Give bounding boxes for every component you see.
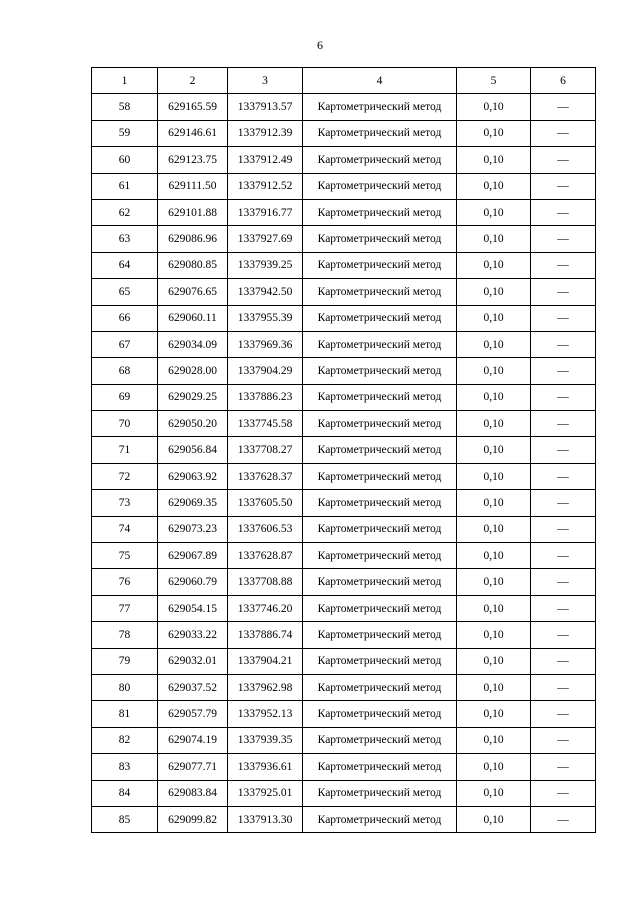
y-coordinate-cell: 1337606.53 [228,516,303,542]
table-row [92,674,596,700]
method-cell: Картометрический метод [303,727,457,753]
note-cell: — [531,806,596,832]
method-cell: Картометрический метод [303,490,457,516]
accuracy-cell: 0,10 [457,94,531,120]
table-header [92,68,596,94]
method-cell: Картометрический метод [303,279,457,305]
point-number-cell: 83 [92,754,158,780]
accuracy-cell: 0,10 [457,622,531,648]
table-row [92,780,596,806]
y-coordinate-cell: 1337628.87 [228,543,303,569]
y-coordinate-cell: 1337628.37 [228,463,303,489]
y-coordinate-cell: 1337912.39 [228,120,303,146]
point-number-cell: 74 [92,516,158,542]
note-cell: — [531,147,596,173]
point-number-cell: 78 [92,622,158,648]
accuracy-cell: 0,10 [457,595,531,621]
accuracy-cell: 0,10 [457,463,531,489]
method-cell: Картометрический метод [303,516,457,542]
accuracy-cell: 0,10 [457,384,531,410]
x-coordinate-cell: 629067.89 [158,543,228,569]
x-coordinate-cell: 629054.15 [158,595,228,621]
x-coordinate-cell: 629033.22 [158,622,228,648]
method-cell: Картометрический метод [303,226,457,252]
note-cell: — [531,780,596,806]
note-cell: — [531,252,596,278]
point-number-cell: 67 [92,331,158,357]
method-cell: Картометрический метод [303,120,457,146]
y-coordinate-cell: 1337605.50 [228,490,303,516]
accuracy-cell: 0,10 [457,806,531,832]
note-cell: — [531,226,596,252]
column-header-1: 1 [92,68,158,94]
table-row [92,727,596,753]
y-coordinate-cell: 1337912.49 [228,147,303,173]
column-header-3: 3 [228,68,303,94]
table-row [92,252,596,278]
point-number-cell: 70 [92,411,158,437]
y-coordinate-cell: 1337886.23 [228,384,303,410]
table-row [92,516,596,542]
accuracy-cell: 0,10 [457,173,531,199]
table-body [92,94,596,833]
method-cell: Картометрический метод [303,199,457,225]
x-coordinate-cell: 629077.71 [158,754,228,780]
accuracy-cell: 0,10 [457,331,531,357]
point-number-cell: 59 [92,120,158,146]
point-number-cell: 72 [92,463,158,489]
table-row [92,279,596,305]
point-number-cell: 66 [92,305,158,331]
x-coordinate-cell: 629101.88 [158,199,228,225]
accuracy-cell: 0,10 [457,120,531,146]
point-number-cell: 64 [92,252,158,278]
method-cell: Картометрический метод [303,147,457,173]
note-cell: — [531,595,596,621]
table-row [92,94,596,120]
column-header-2: 2 [158,68,228,94]
table-row [92,543,596,569]
y-coordinate-cell: 1337916.77 [228,199,303,225]
point-number-cell: 80 [92,674,158,700]
accuracy-cell: 0,10 [457,147,531,173]
y-coordinate-cell: 1337886.74 [228,622,303,648]
note-cell: — [531,622,596,648]
note-cell: — [531,490,596,516]
method-cell: Картометрический метод [303,648,457,674]
accuracy-cell: 0,10 [457,411,531,437]
y-coordinate-cell: 1337746.20 [228,595,303,621]
column-header-4: 4 [303,68,457,94]
x-coordinate-cell: 629029.25 [158,384,228,410]
note-cell: — [531,648,596,674]
x-coordinate-cell: 629050.20 [158,411,228,437]
method-cell: Картометрический метод [303,252,457,278]
x-coordinate-cell: 629060.79 [158,569,228,595]
method-cell: Картометрический метод [303,701,457,727]
x-coordinate-cell: 629099.82 [158,806,228,832]
note-cell: — [531,569,596,595]
accuracy-cell: 0,10 [457,199,531,225]
point-number-cell: 61 [92,173,158,199]
table-row [92,331,596,357]
accuracy-cell: 0,10 [457,754,531,780]
point-number-cell: 84 [92,780,158,806]
table-row [92,411,596,437]
point-number-cell: 65 [92,279,158,305]
table-row [92,463,596,489]
table-row [92,120,596,146]
method-cell: Картометрический метод [303,543,457,569]
x-coordinate-cell: 629037.52 [158,674,228,700]
accuracy-cell: 0,10 [457,279,531,305]
method-cell: Картометрический метод [303,437,457,463]
x-coordinate-cell: 629111.50 [158,173,228,199]
point-number-cell: 60 [92,147,158,173]
method-cell: Картометрический метод [303,754,457,780]
y-coordinate-cell: 1337912.52 [228,173,303,199]
x-coordinate-cell: 629165.59 [158,94,228,120]
y-coordinate-cell: 1337708.27 [228,437,303,463]
x-coordinate-cell: 629086.96 [158,226,228,252]
y-coordinate-cell: 1337904.21 [228,648,303,674]
accuracy-cell: 0,10 [457,648,531,674]
accuracy-cell: 0,10 [457,437,531,463]
point-number-cell: 62 [92,199,158,225]
table-row [92,490,596,516]
header-row [92,68,596,94]
method-cell: Картометрический метод [303,674,457,700]
note-cell: — [531,727,596,753]
method-cell: Картометрический метод [303,305,457,331]
point-number-cell: 68 [92,358,158,384]
coordinates-table [91,67,596,833]
note-cell: — [531,701,596,727]
point-number-cell: 69 [92,384,158,410]
method-cell: Картометрический метод [303,384,457,410]
accuracy-cell: 0,10 [457,674,531,700]
table-row [92,358,596,384]
table-row [92,226,596,252]
y-coordinate-cell: 1337955.39 [228,305,303,331]
page-number: 6 [317,38,323,52]
y-coordinate-cell: 1337927.69 [228,226,303,252]
table-row [92,754,596,780]
point-number-cell: 58 [92,94,158,120]
method-cell: Картометрический метод [303,358,457,384]
point-number-cell: 76 [92,569,158,595]
x-coordinate-cell: 629073.23 [158,516,228,542]
method-cell: Картометрический метод [303,806,457,832]
column-header-5: 5 [457,68,531,94]
note-cell: — [531,384,596,410]
table-row [92,173,596,199]
accuracy-cell: 0,10 [457,727,531,753]
accuracy-cell: 0,10 [457,780,531,806]
table-row [92,569,596,595]
point-number-cell: 82 [92,727,158,753]
note-cell: — [531,543,596,569]
note-cell: — [531,437,596,463]
accuracy-cell: 0,10 [457,226,531,252]
x-coordinate-cell: 629076.65 [158,279,228,305]
y-coordinate-cell: 1337962.98 [228,674,303,700]
x-coordinate-cell: 629074.19 [158,727,228,753]
method-cell: Картометрический метод [303,622,457,648]
table-row [92,305,596,331]
accuracy-cell: 0,10 [457,490,531,516]
note-cell: — [531,331,596,357]
x-coordinate-cell: 629069.35 [158,490,228,516]
table-row [92,622,596,648]
point-number-cell: 85 [92,806,158,832]
method-cell: Картометрический метод [303,173,457,199]
y-coordinate-cell: 1337708.88 [228,569,303,595]
y-coordinate-cell: 1337913.30 [228,806,303,832]
point-number-cell: 75 [92,543,158,569]
table-row [92,437,596,463]
table-row [92,595,596,621]
method-cell: Картометрический метод [303,595,457,621]
x-coordinate-cell: 629080.85 [158,252,228,278]
note-cell: — [531,120,596,146]
note-cell: — [531,674,596,700]
method-cell: Картометрический метод [303,411,457,437]
accuracy-cell: 0,10 [457,358,531,384]
y-coordinate-cell: 1337925.01 [228,780,303,806]
y-coordinate-cell: 1337904.29 [228,358,303,384]
y-coordinate-cell: 1337942.50 [228,279,303,305]
x-coordinate-cell: 629063.92 [158,463,228,489]
y-coordinate-cell: 1337939.35 [228,727,303,753]
y-coordinate-cell: 1337936.61 [228,754,303,780]
note-cell: — [531,754,596,780]
accuracy-cell: 0,10 [457,252,531,278]
note-cell: — [531,199,596,225]
point-number-cell: 73 [92,490,158,516]
column-header-6: 6 [531,68,596,94]
x-coordinate-cell: 629146.61 [158,120,228,146]
point-number-cell: 63 [92,226,158,252]
x-coordinate-cell: 629056.84 [158,437,228,463]
method-cell: Картометрический метод [303,780,457,806]
note-cell: — [531,463,596,489]
accuracy-cell: 0,10 [457,543,531,569]
y-coordinate-cell: 1337745.58 [228,411,303,437]
x-coordinate-cell: 629034.09 [158,331,228,357]
note-cell: — [531,279,596,305]
y-coordinate-cell: 1337969.36 [228,331,303,357]
method-cell: Картометрический метод [303,463,457,489]
x-coordinate-cell: 629028.00 [158,358,228,384]
accuracy-cell: 0,10 [457,516,531,542]
accuracy-cell: 0,10 [457,701,531,727]
method-cell: Картометрический метод [303,331,457,357]
note-cell: — [531,305,596,331]
x-coordinate-cell: 629057.79 [158,701,228,727]
table-row [92,199,596,225]
accuracy-cell: 0,10 [457,305,531,331]
table-row [92,806,596,832]
note-cell: — [531,94,596,120]
x-coordinate-cell: 629060.11 [158,305,228,331]
x-coordinate-cell: 629032.01 [158,648,228,674]
note-cell: — [531,173,596,199]
note-cell: — [531,516,596,542]
table-row [92,648,596,674]
x-coordinate-cell: 629083.84 [158,780,228,806]
method-cell: Картометрический метод [303,569,457,595]
table-row [92,384,596,410]
y-coordinate-cell: 1337939.25 [228,252,303,278]
y-coordinate-cell: 1337913.57 [228,94,303,120]
accuracy-cell: 0,10 [457,569,531,595]
point-number-cell: 81 [92,701,158,727]
point-number-cell: 77 [92,595,158,621]
method-cell: Картометрический метод [303,94,457,120]
y-coordinate-cell: 1337952.13 [228,701,303,727]
table-row [92,701,596,727]
table-row [92,147,596,173]
point-number-cell: 79 [92,648,158,674]
note-cell: — [531,411,596,437]
x-coordinate-cell: 629123.75 [158,147,228,173]
point-number-cell: 71 [92,437,158,463]
note-cell: — [531,358,596,384]
